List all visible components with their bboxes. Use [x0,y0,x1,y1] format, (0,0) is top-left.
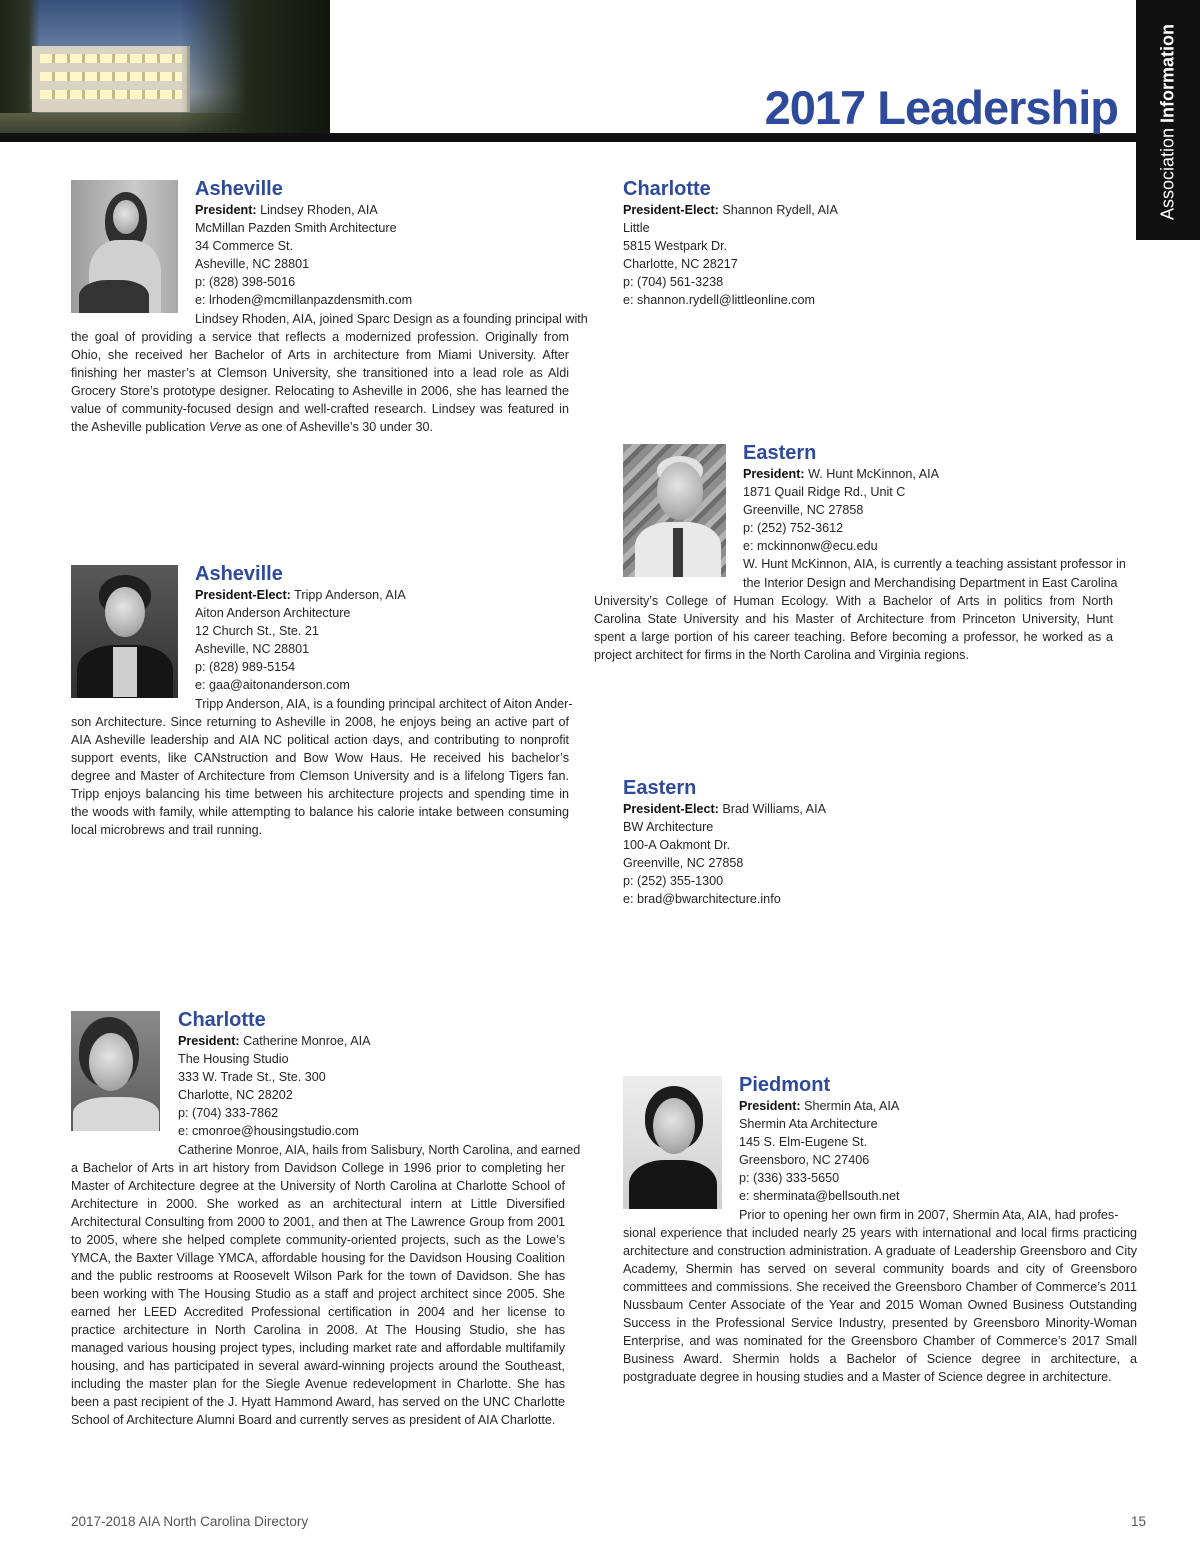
person-name: Lindsey Rhoden, AIA [260,203,378,217]
chapter-name: Charlotte [178,1009,266,1031]
email: e: brad@bwarchitecture.info [623,892,781,906]
portrait-photo [71,565,178,698]
phone: p: (704) 333-7862 [178,1106,279,1120]
role-label: President: [739,1099,801,1113]
phone: p: (828) 398-5016 [195,275,296,289]
person-name: Tripp Anderson, AIA [294,588,406,602]
street: 145 S. Elm-Eugene St. [739,1135,868,1149]
role-label: President-Elect: [623,203,719,217]
street: 5815 Westpark Dr. [623,239,728,253]
street: 333 W. Trade St., Ste. 300 [178,1070,326,1084]
bio-text: sional experience that included nearly 25 years with international and local firms practicing architecture and construction administration. A graduate of Leadership Greensboro and City Academy, Shermin has served on several community boards and city of Greensboro committees and commissions. She received the Greensboro Chamber of Commerce’s 2011 Nussbaum Center Associate of the Year and 2015 Woman Owned Business Outstanding Success in the Professional Service Industry, presented by Greensboro Minority-Woman Enterprise, and was nominated for the Greensboro Chamber of Commerce’s 2017 Small Business Award. Shermin holds a Bachelor of Science degree in architecture, a postgraduate degree in housing studies and a Master of Science degree in architecture. [623,1226,1137,1384]
page-number: 15 [1131,1514,1147,1529]
email: e: gaa@aitonanderson.com [195,678,350,692]
phone: p: (252) 752-3612 [743,521,844,535]
street: 34 Commerce St. [195,239,293,253]
email: e: sherminata@bellsouth.net [739,1189,900,1203]
city: Asheville, NC 28801 [195,642,310,656]
email: e: cmonroe@housingstudio.com [178,1124,359,1138]
bio-lead: Tripp Anderson, AIA, is a founding principal architect of Aiton Ander- [195,697,573,711]
role-label: President: [195,203,257,217]
entry-asheville-president-elect [71,562,573,839]
street: 12 Church St., Ste. 21 [195,624,319,638]
portrait-photo [623,444,726,577]
entry-charlotte-president-elect [623,177,1138,309]
person-name: Shannon Rydell, AIA [722,203,838,217]
entry-eastern-president [594,441,1126,664]
chapter-name: Charlotte [623,178,711,200]
person-name: Catherine Monroe, AIA [243,1034,371,1048]
firm: Little [623,221,650,235]
firm: The Housing Studio [178,1052,289,1066]
bio-lead: W. Hunt McKinnon, AIA, is currently a teaching assistant professor in [743,557,1126,571]
bio-lead: Prior to opening her own firm in 2007, Shermin Ata, AIA, had profes- [739,1208,1119,1222]
bio-lead: Lindsey Rhoden, AIA, joined Sparc Design as a founding principal with [195,312,588,326]
entry-asheville-president [71,177,588,436]
portrait-photo [71,180,178,313]
section-tab [1136,0,1200,240]
phone: p: (828) 989-5154 [195,660,296,674]
phone: p: (336) 333-5650 [739,1171,840,1185]
phone: p: (704) 561-3238 [623,275,724,289]
phone: p: (252) 355-1300 [623,874,724,888]
firm: McMillan Pazden Smith Architecture [195,221,397,235]
header-building-photo [0,0,330,133]
street: 100-A Oakmont Dr. [623,838,731,852]
role-label: President: [743,467,805,481]
chapter-name: Asheville [195,178,283,200]
bio-lead: Catherine Monroe, AIA, hails from Salisbury, North Carolina, and earned [178,1143,581,1157]
role-label: President-Elect: [623,802,719,816]
footer-publication: 2017-2018 AIA North Carolina Directory [71,1514,309,1529]
firm: Aiton Anderson Architecture [195,606,351,620]
firm: BW Architecture [623,820,714,834]
person-name: Brad Williams, AIA [722,802,826,816]
bio-lead-2: the Interior Design and Merchandising Department in East Carolina [743,576,1118,590]
city: Charlotte, NC 28202 [178,1088,293,1102]
bio-text: the goal of providing a service that reflects a modernized profession. Originally from Ohio, she received her Bachelor of Arts in architecture from Miami University. After finishing her master’s at Clemson University, she transitioned into a lead role as Aldi Grocery Store’s prototype designer. Relocating to Asheville in 2006, she has learned the value of community-focused design and well-crafted research. Lindsey was featured in the Asheville publication Verve as one of Asheville’s 30 under 30. [71,330,569,434]
bio-text: University’s College of Human Ecology. With a Bachelor of Arts in politics from North Carolina State University and his Master of Architecture from Princeton University, Hunt spent a large portion of his career teaching. Before becoming a professor, he worked as a project architect for firms in the North Carolina and Virginia regions. [594,594,1113,662]
chapter-name: Eastern [623,777,697,799]
city: Greenville, NC 27858 [743,503,864,517]
email: e: lrhoden@mcmillanpazdensmith.com [195,293,413,307]
chapter-name: Asheville [195,563,283,585]
portrait-photo [623,1076,722,1209]
page-title: 2017 Leadership [764,81,1118,134]
city: Charlotte, NC 28217 [623,257,738,271]
email: e: mckinnonw@ecu.edu [743,539,878,553]
entry-piedmont-president [623,1073,1137,1386]
chapter-name: Eastern [743,442,817,464]
bio-text: a Bachelor of Arts in art history from Davidson College in 1996 prior to completing her Master of Architecture degree at the University of North Carolina at Charlotte School of Architecture in 2000. She worked as an architectural intern at Little Diversified Architectural Consulting from 2000 to 2001, and then at The Lawrence Group from 2001 to 2005, where she helped complete community-oriented projects, such as the Lowe’s YMCA, the Baxter Village YMCA, affordable housing for the Davidson Housing Coalition and the public restrooms at Roosevelt Wilson Park for the town of Davidson. She has been working with The Housing Studio as a staff and project architect since 2005. She earned her LEED Accredited Professional certification in 2004 and her license to practice architecture in North Carolina in 2008. At The Housing Studio, she has managed various housing project types, including market rate and affordable multifamily housing, and has participated in several award-winning projects around the Southeast, including the master plan for the Siegle Avenue redevelopment in Charlotte. She has been a past recipient of the J. Hyatt Hammond Award, has served on the UNC Charlotte School of Architecture Alumni Board and currently serves as president of AIA Charlotte. [71,1161,565,1427]
city: Greenville, NC 27858 [623,856,744,870]
entry-charlotte-president [71,1008,581,1429]
portrait-photo [71,1011,160,1131]
city: Greensboro, NC 27406 [739,1153,870,1167]
role-label: President-Elect: [195,588,291,602]
entry-eastern-president-elect [623,776,1138,908]
person-name: Shermin Ata, AIA [804,1099,900,1113]
chapter-name: Piedmont [739,1074,831,1096]
photo-trees-right [180,0,330,133]
person-name: W. Hunt McKinnon, AIA [808,467,939,481]
street: 1871 Quail Ridge Rd., Unit C [743,485,906,499]
bio-text: son Architecture. Since returning to Asheville in 2008, he enjoys being an active part of AIA Asheville leadership and AIA NC political action days, and contributing to nonprofit support events, like CANstruction and Bow Wow Haus. He received his bachelor’s degree and Master of Architecture from Clemson University and is a lifelong Tigers fan. Tripp enjoys balancing his time between his architecture projects and spending time in the woods with family, while attempting to balance his calorie intake between consuming local microbrews and trail running. [71,715,569,837]
role-label: President: [178,1034,240,1048]
firm: Shermin Ata Architecture [739,1117,878,1131]
photo-building [32,46,190,112]
section-tab-label: Association Information [1157,23,1178,221]
email: e: shannon.rydell@littleonline.com [623,293,815,307]
city: Asheville, NC 28801 [195,257,310,271]
